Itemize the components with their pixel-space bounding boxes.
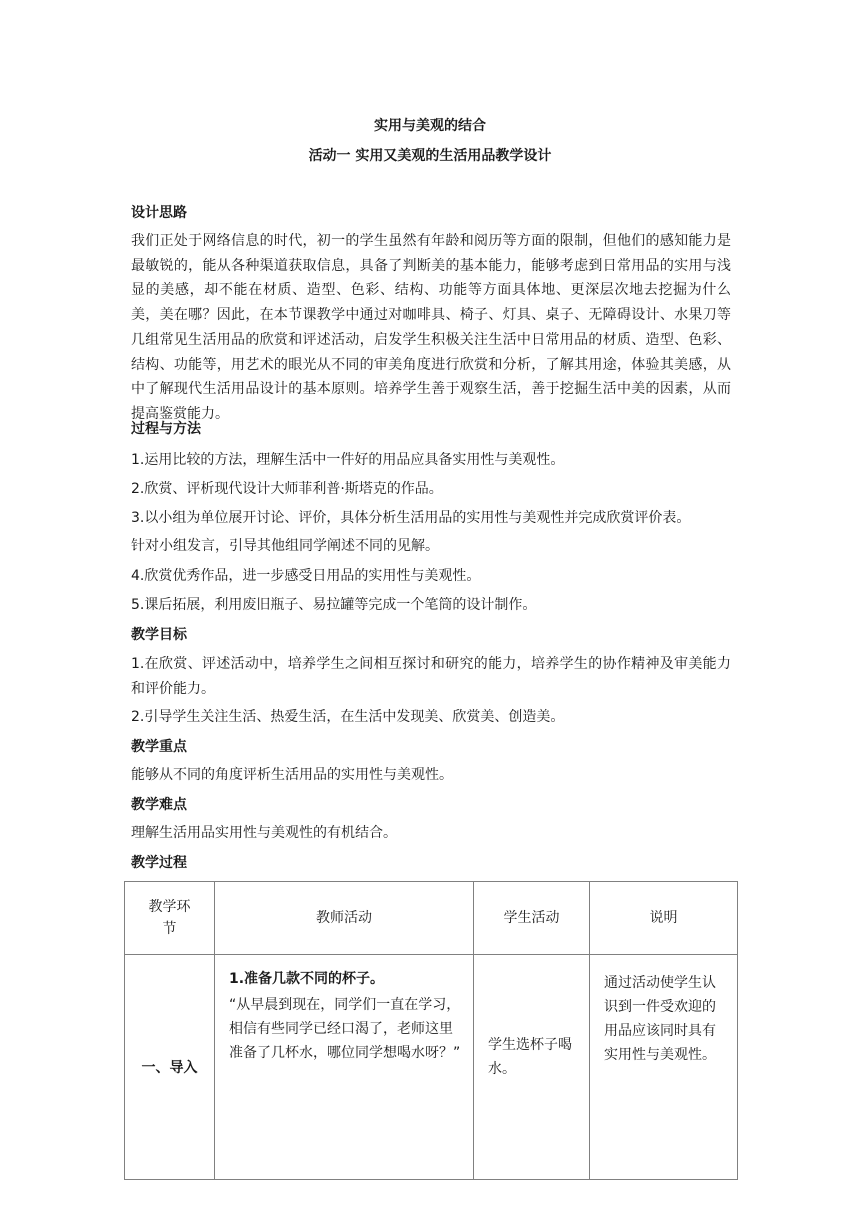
header-student: 学生活动 [474,882,590,955]
design-paragraph: 我们正处于网络信息的时代，初一的学生虽然有年龄和阅历等方面的限制，但他们的感知能力是最敏锐的，能从各种渠道获取信息，具备了判断美的基本能力，能够考虑到日常用品的实用与浅显的美感，却不能在材质、造型、色彩、结构、功能等方面具体地、更深层次地去挖掘为什么美，美在哪？因此，在本节课教学中通过对咖啡具、椅子、灯具、桌子、无障碍设计、水果刀等几组常见生活用品的欣赏和评述活动，启发学生积极关注生活中日常用品的材质、造型、色彩、结构、功能等，用艺术的眼光从不同的审美角度进行欣赏和分析，了解其用途，体验其美感，从中了解现代生活用品设计的基本原则。培养学生善于观察生活，善于挖掘生活中美的因素，从而提高鉴赏能力。 [131,233,731,422]
note-cell: 通过活动使学生认识到一件受欢迎的用品应该同时具有实用性与美观性。 [590,955,738,1180]
process-item: 针对小组发言，引导其他组同学阐述不同的见解。 [131,538,439,554]
difficulty-text: 理解生活用品实用性与美观性的有机结合。 [131,825,397,841]
section-heading-goals: 教学目标 [131,627,187,643]
section-heading-difficulty: 教学难点 [131,797,187,813]
goal-item: 2.引导学生关注生活、热爱生活，在生活中发现美、欣赏美、创造美。 [131,709,565,725]
teacher-cell [215,955,474,1180]
process-item: 3.以小组为单位展开讨论、评价，具体分析生活用品的实用性与美观性并完成欣赏评价表。 [131,510,691,526]
section-heading-key: 教学重点 [131,739,187,755]
section-heading-process: 过程与方法 [131,421,201,437]
student-cell: 学生选杯子喝水。 [474,955,590,1180]
process-item: 1.运用比较的方法，理解生活中一件好的用品应具备实用性与美观性。 [131,452,565,468]
goal-item: 1.在欣赏、评述活动中，培养学生之间相互探讨和研究的能力，培养学生的协作精神及审美能力和评价能力。 [131,656,731,697]
lesson-table [124,881,738,1180]
key-point-text: 能够从不同的角度评析生活用品的实用性与美观性。 [131,767,453,783]
section-heading-procedure: 教学过程 [131,855,187,871]
header-stage-label: 教学环节 [148,899,191,937]
document-subtitle: 活动一 实用又美观的生活用品教学设计 [308,148,552,164]
section-heading-design: 设计思路 [131,205,187,221]
header-stage [125,882,215,955]
process-item: 2.欣赏、评析现代设计大师菲利普·斯塔克的作品。 [131,481,443,497]
process-item: 4.欣赏优秀作品，进一步感受日用品的实用性与美观性。 [131,568,481,584]
stage-cell: 一、导入 [125,955,215,1180]
header-teacher: 教师活动 [215,882,474,955]
process-item: 5.课后拓展，利用废旧瓶子、易拉罐等完成一个笔筒的设计制作。 [131,597,537,613]
table-header-row [125,882,738,955]
document-title: 实用与美观的结合 [374,118,486,134]
header-note: 说明 [590,882,738,955]
table-row [125,955,738,1180]
teacher-activity-title: 1.准备几款不同的杯子。 [229,971,385,987]
teacher-activity-text: “从早晨到现在，同学们一直在学习，相信有些同学已经口渴了，老师这里准备了几杯水，哪位同学想喝水呀？” [229,997,461,1061]
